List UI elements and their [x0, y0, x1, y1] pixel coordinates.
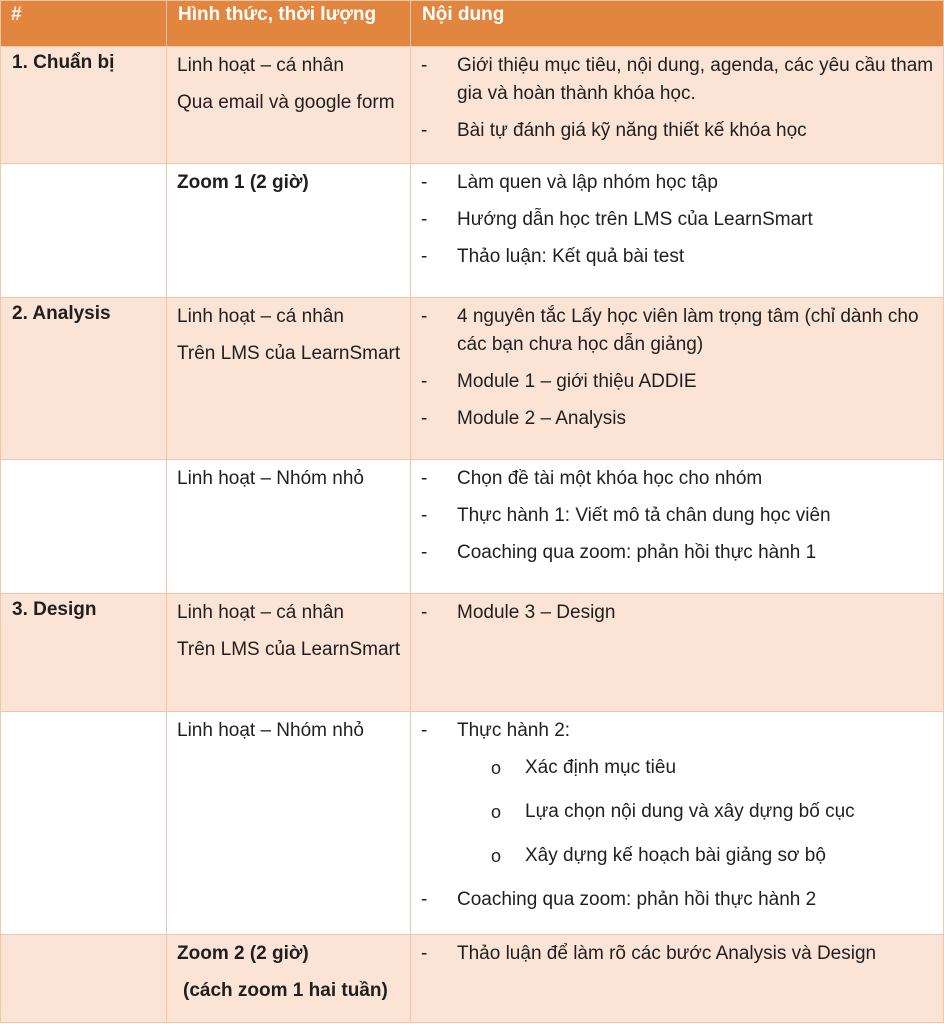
format-line: (cách zoom 1 hai tuần): [183, 980, 388, 1001]
phase-cell: [1, 712, 167, 935]
table-row: [1, 164, 944, 298]
list-item: - Thực hành 2:: [421, 717, 935, 745]
table-header-row: [1, 1, 944, 47]
format-line: Trên LMS của LearnSmart: [177, 343, 401, 364]
list-item: - Hướng dẫn học trên LMS của LearnSmart: [421, 206, 935, 234]
phase-cell: [1, 460, 167, 594]
format-line: Linh hoạt – Nhóm nhỏ: [177, 468, 364, 489]
format-line: Linh hoạt – cá nhân: [177, 306, 344, 327]
circle-bullet: o: [491, 802, 502, 822]
format-cell: [167, 298, 411, 460]
header-number: #: [1, 1, 167, 47]
format-line: Zoom 2 (2 giờ): [177, 943, 309, 964]
format-line: Linh hoạt – cá nhân: [177, 602, 344, 623]
dash-bullet: -: [421, 55, 428, 76]
content-cell: [411, 298, 944, 460]
list-item: - Làm quen và lập nhóm học tập: [421, 169, 935, 197]
dash-bullet: -: [421, 943, 428, 964]
list-item: - Thảo luận: Kết quả bài test: [421, 243, 935, 271]
table-row: [1, 460, 944, 594]
list-item: - Module 1 – giới thiệu ADDIE: [421, 368, 935, 396]
content-cell: [411, 594, 944, 712]
format-cell: [167, 460, 411, 594]
format-line: Linh hoạt – cá nhân: [177, 55, 344, 76]
content-cell: [411, 935, 944, 1023]
list-item: - Coaching qua zoom: phản hồi thực hành 2: [421, 886, 935, 914]
dash-bullet: -: [421, 468, 428, 489]
format-cell: [167, 47, 411, 164]
format-line: Qua email và google form: [177, 92, 395, 113]
table-row: [1, 298, 944, 460]
format-line: Linh hoạt – Nhóm nhỏ: [177, 720, 364, 741]
table-row: [1, 594, 944, 712]
header-content: Nội dung: [411, 1, 944, 47]
list-item: - Thảo luận để làm rõ các bước Analysis và Design: [421, 940, 935, 968]
format-cell: [167, 712, 411, 935]
format-line: Zoom 1 (2 giờ): [177, 172, 309, 193]
dash-bullet: -: [421, 371, 428, 392]
list-item: - Giới thiệu mục tiêu, nội dung, agenda, các yêu cầu tham gia và hoàn thành khóa học.: [421, 52, 935, 108]
dash-bullet: -: [421, 246, 428, 267]
format-line: Trên LMS của LearnSmart: [177, 639, 401, 660]
circle-bullet: o: [491, 758, 502, 778]
dash-bullet: -: [421, 120, 428, 141]
content-cell: [411, 47, 944, 164]
phase-cell: 1. Chuẩn bị: [1, 47, 167, 164]
list-item: - 4 nguyên tắc Lấy học viên làm trọng tâm (chỉ dành cho các bạn chưa học dẫn giảng): [421, 303, 935, 359]
content-cell: [411, 712, 944, 935]
phase-cell: 3. Design: [1, 594, 167, 712]
sub-list-item: o Xác định mục tiêu: [421, 754, 935, 782]
phase-cell: 2. Analysis: [1, 298, 167, 460]
phase-cell: [1, 935, 167, 1023]
list-item: - Module 2 – Analysis: [421, 405, 935, 433]
dash-bullet: -: [421, 542, 428, 563]
format-cell: [167, 164, 411, 298]
dash-bullet: -: [421, 172, 428, 193]
dash-bullet: -: [421, 209, 428, 230]
sub-list-item: o Lựa chọn nội dung và xây dựng bố cục: [421, 798, 935, 826]
table-row: [1, 47, 944, 164]
content-cell: [411, 460, 944, 594]
list-item: - Coaching qua zoom: phản hồi thực hành 1: [421, 539, 935, 567]
dash-bullet: -: [421, 720, 428, 741]
dash-bullet: -: [421, 602, 428, 623]
list-item: - Bài tự đánh giá kỹ năng thiết kế khóa học: [421, 117, 935, 145]
list-item: - Module 3 – Design: [421, 599, 935, 627]
dash-bullet: -: [421, 408, 428, 429]
format-cell: [167, 594, 411, 712]
list-item: - Chọn đề tài một khóa học cho nhóm: [421, 465, 935, 493]
table-row: [1, 935, 944, 1023]
phase-cell: [1, 164, 167, 298]
list-item: - Thực hành 1: Viết mô tả chân dung học viên: [421, 502, 935, 530]
content-cell: [411, 164, 944, 298]
circle-bullet: o: [491, 846, 502, 866]
header-format-duration: Hình thức, thời lượng: [167, 1, 411, 47]
dash-bullet: -: [421, 889, 428, 910]
format-cell: [167, 935, 411, 1023]
dash-bullet: -: [421, 306, 428, 327]
dash-bullet: -: [421, 505, 428, 526]
sub-list-item: o Xây dựng kế hoạch bài giảng sơ bộ: [421, 842, 935, 870]
table-row: [1, 712, 944, 935]
